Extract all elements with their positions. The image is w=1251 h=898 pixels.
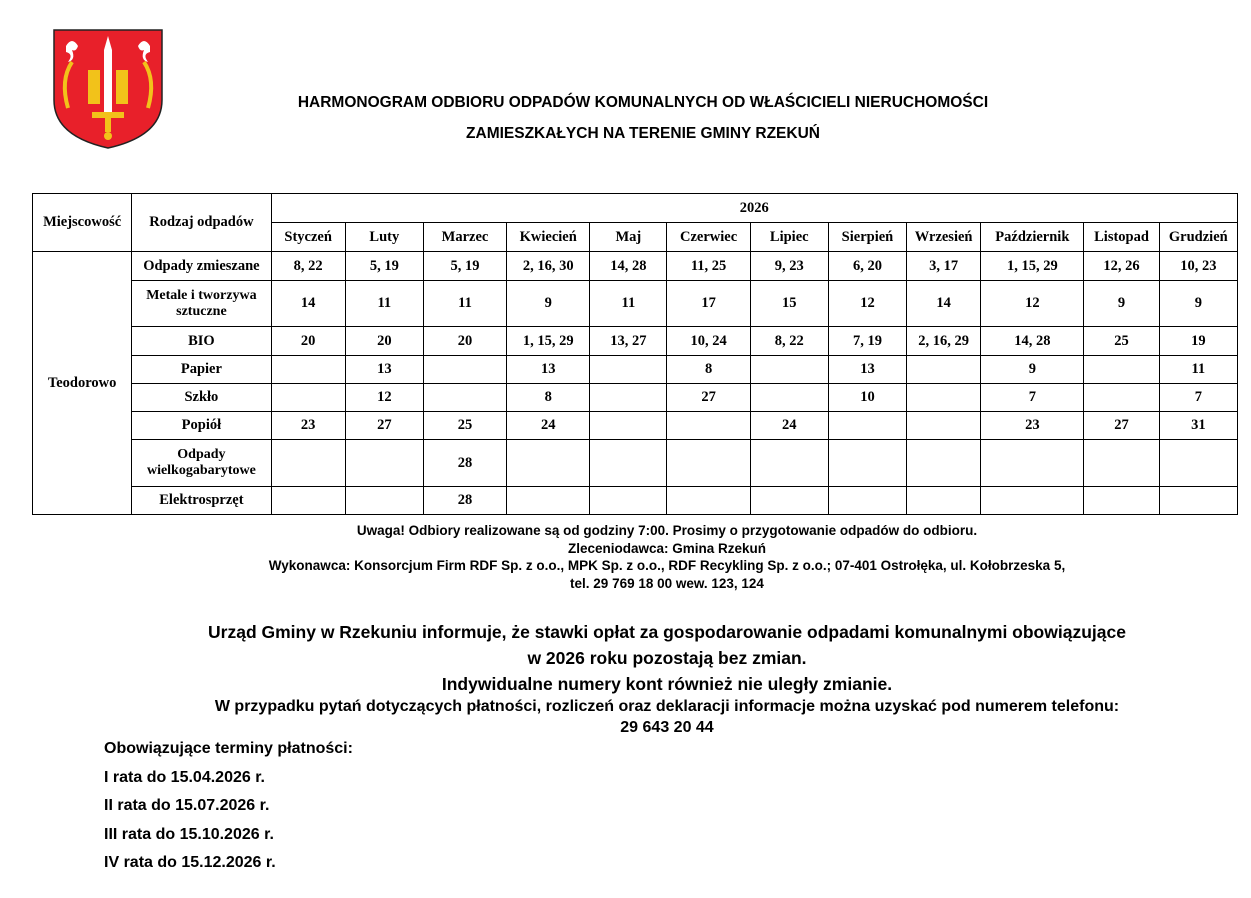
date-cell <box>907 356 981 384</box>
info-line-4: W przypadku pytań dotyczących płatności, rozliczeń oraz deklaracji informacje można uzyskać pod numerem telefonu: <box>214 698 1120 715</box>
date-cell: 9, 23 <box>750 252 828 281</box>
date-cell <box>667 412 750 440</box>
date-cell: 3, 17 <box>907 252 981 281</box>
date-cell: 11 <box>590 281 667 327</box>
waste-type-cell: Szkło <box>132 384 271 412</box>
date-cell <box>1084 356 1159 384</box>
date-cell <box>907 384 981 412</box>
date-cell <box>590 487 667 515</box>
date-cell <box>750 384 828 412</box>
date-cell: 25 <box>423 412 506 440</box>
date-cell <box>981 440 1084 487</box>
date-cell: 12 <box>981 281 1084 327</box>
date-cell: 24 <box>507 412 590 440</box>
date-cell: 13 <box>345 356 423 384</box>
date-cell <box>750 440 828 487</box>
date-cell <box>590 356 667 384</box>
date-cell: 13, 27 <box>590 327 667 356</box>
date-cell <box>271 487 345 515</box>
date-cell <box>907 440 981 487</box>
date-cell: 25 <box>1084 327 1159 356</box>
date-cell <box>345 440 423 487</box>
date-cell <box>750 487 828 515</box>
waste-type-cell: Popiół <box>132 412 271 440</box>
table-row <box>33 327 1238 356</box>
date-cell <box>907 412 981 440</box>
header-year: 2026 <box>271 194 1237 223</box>
table-row <box>33 487 1238 515</box>
date-cell <box>667 487 750 515</box>
info-line-3: Indywidualne numery kont również nie uległy zmianie. <box>441 674 893 694</box>
payment-installment-1: I rata do 15.04.2026 r. <box>104 769 265 786</box>
table-row <box>33 384 1238 412</box>
waste-type-cell: BIO <box>132 327 271 356</box>
date-cell: 20 <box>423 327 506 356</box>
date-cell: 19 <box>1159 327 1237 356</box>
date-cell: 13 <box>828 356 906 384</box>
date-cell: 28 <box>423 440 506 487</box>
date-cell: 11 <box>1159 356 1237 384</box>
header-locality: Miejscowość <box>33 194 132 252</box>
date-cell: 11 <box>345 281 423 327</box>
date-cell: 11, 25 <box>667 252 750 281</box>
month-header: Marzec <box>423 223 506 252</box>
date-cell <box>590 384 667 412</box>
date-cell <box>1084 487 1159 515</box>
date-cell: 10 <box>828 384 906 412</box>
month-header: Wrzesień <box>907 223 981 252</box>
date-cell: 10, 24 <box>667 327 750 356</box>
date-cell: 27 <box>345 412 423 440</box>
table-row <box>33 281 1238 327</box>
date-cell <box>507 487 590 515</box>
date-cell: 7, 19 <box>828 327 906 356</box>
month-header: Sierpień <box>828 223 906 252</box>
date-cell: 9 <box>981 356 1084 384</box>
date-cell: 27 <box>1084 412 1159 440</box>
date-cell <box>981 487 1084 515</box>
date-cell <box>828 412 906 440</box>
date-cell: 14, 28 <box>590 252 667 281</box>
date-cell <box>1084 384 1159 412</box>
document-title-line-1: HARMONOGRAM ODBIORU ODPADÓW KOMUNALNYCH OD WŁAŚCICIELI NIERUCHOMOŚCI <box>297 94 989 111</box>
date-cell: 8 <box>507 384 590 412</box>
month-header: Maj <box>590 223 667 252</box>
waste-type-cell: Elektrosprzęt <box>132 487 271 515</box>
date-cell <box>271 384 345 412</box>
date-cell <box>828 440 906 487</box>
date-cell: 7 <box>1159 384 1237 412</box>
date-cell <box>271 356 345 384</box>
date-cell: 31 <box>1159 412 1237 440</box>
date-cell: 8, 22 <box>750 327 828 356</box>
payment-installment-3: III rata do 15.10.2026 r. <box>104 826 274 843</box>
date-cell <box>828 487 906 515</box>
date-cell <box>667 440 750 487</box>
date-cell: 9 <box>1159 281 1237 327</box>
date-cell: 8 <box>667 356 750 384</box>
document-title-line-2: ZAMIESZKAŁYCH NA TERENIE GMINY RZEKUŃ <box>466 125 820 142</box>
date-cell: 14 <box>271 281 345 327</box>
waste-type-cell: Metale i tworzywa sztuczne <box>132 281 271 327</box>
notice-contractor: Wykonawca: Konsorcjum Firm RDF Sp. z o.o., MPK Sp. z o.o., RDF Recykling Sp. z o.o.; 07-401 Ostrołęka, ul. Kołobrzeska 5, <box>268 558 1066 573</box>
date-cell: 27 <box>667 384 750 412</box>
table-row <box>33 440 1238 487</box>
date-cell: 1, 15, 29 <box>981 252 1084 281</box>
date-cell: 7 <box>981 384 1084 412</box>
date-cell: 9 <box>1084 281 1159 327</box>
date-cell: 10, 23 <box>1159 252 1237 281</box>
date-cell: 11 <box>423 281 506 327</box>
date-cell: 14, 28 <box>981 327 1084 356</box>
month-header: Czerwiec <box>667 223 750 252</box>
date-cell: 14 <box>907 281 981 327</box>
date-cell: 2, 16, 29 <box>907 327 981 356</box>
date-cell: 12 <box>345 384 423 412</box>
month-header: Październik <box>981 223 1084 252</box>
date-cell <box>423 384 506 412</box>
month-header: Grudzień <box>1159 223 1237 252</box>
payment-deadlines-heading: Obowiązujące terminy płatności: <box>104 740 353 757</box>
date-cell: 23 <box>271 412 345 440</box>
date-cell <box>1084 440 1159 487</box>
date-cell <box>750 356 828 384</box>
date-cell: 23 <box>981 412 1084 440</box>
month-header: Listopad <box>1084 223 1159 252</box>
header-waste-type: Rodzaj odpadów <box>132 194 271 252</box>
payment-installment-2: II rata do 15.07.2026 r. <box>104 797 270 814</box>
date-cell: 5, 19 <box>345 252 423 281</box>
date-cell: 28 <box>423 487 506 515</box>
info-line-2: w 2026 roku pozostają bez zmian. <box>527 648 807 668</box>
waste-type-cell: Odpady zmieszane <box>132 252 271 281</box>
date-cell <box>590 412 667 440</box>
notice-hours: Uwaga! Odbiory realizowane są od godziny 7:00. Prosimy o przygotowanie odpadów do odbioru. <box>356 523 978 538</box>
date-cell <box>1159 487 1237 515</box>
date-cell: 12, 26 <box>1084 252 1159 281</box>
date-cell: 8, 22 <box>271 252 345 281</box>
date-cell: 9 <box>507 281 590 327</box>
table-row <box>33 252 1238 281</box>
date-cell: 1, 15, 29 <box>507 327 590 356</box>
notice-contractor-phone: tel. 29 769 18 00 wew. 123, 124 <box>570 576 764 591</box>
date-cell <box>507 440 590 487</box>
date-cell: 2, 16, 30 <box>507 252 590 281</box>
month-header: Kwiecień <box>507 223 590 252</box>
waste-type-cell: Papier <box>132 356 271 384</box>
date-cell: 6, 20 <box>828 252 906 281</box>
date-cell <box>423 356 506 384</box>
date-cell: 20 <box>345 327 423 356</box>
info-line-1: Urząd Gminy w Rzekuniu informuje, że stawki opłat za gospodarowanie odpadami komunalnymi obowiązujące <box>208 622 1126 642</box>
date-cell: 12 <box>828 281 906 327</box>
date-cell <box>907 487 981 515</box>
month-header: Styczeń <box>271 223 345 252</box>
waste-type-cell: Odpady wielkogabarytowe <box>132 440 271 487</box>
date-cell <box>590 440 667 487</box>
notice-client: Zleceniodawca: Gmina Rzekuń <box>567 541 767 556</box>
date-cell: 13 <box>507 356 590 384</box>
date-cell: 24 <box>750 412 828 440</box>
date-cell: 20 <box>271 327 345 356</box>
month-header: Luty <box>345 223 423 252</box>
payment-installment-4: IV rata do 15.12.2026 r. <box>104 854 276 871</box>
locality-cell: Teodorowo <box>33 252 132 515</box>
date-cell <box>1159 440 1237 487</box>
table-row <box>33 356 1238 384</box>
date-cell: 17 <box>667 281 750 327</box>
month-header: Lipiec <box>750 223 828 252</box>
table-row <box>33 412 1238 440</box>
collection-schedule-table <box>32 193 1238 515</box>
date-cell <box>345 487 423 515</box>
date-cell <box>271 440 345 487</box>
date-cell: 5, 19 <box>423 252 506 281</box>
info-phone: 29 643 20 44 <box>620 719 714 736</box>
date-cell: 15 <box>750 281 828 327</box>
